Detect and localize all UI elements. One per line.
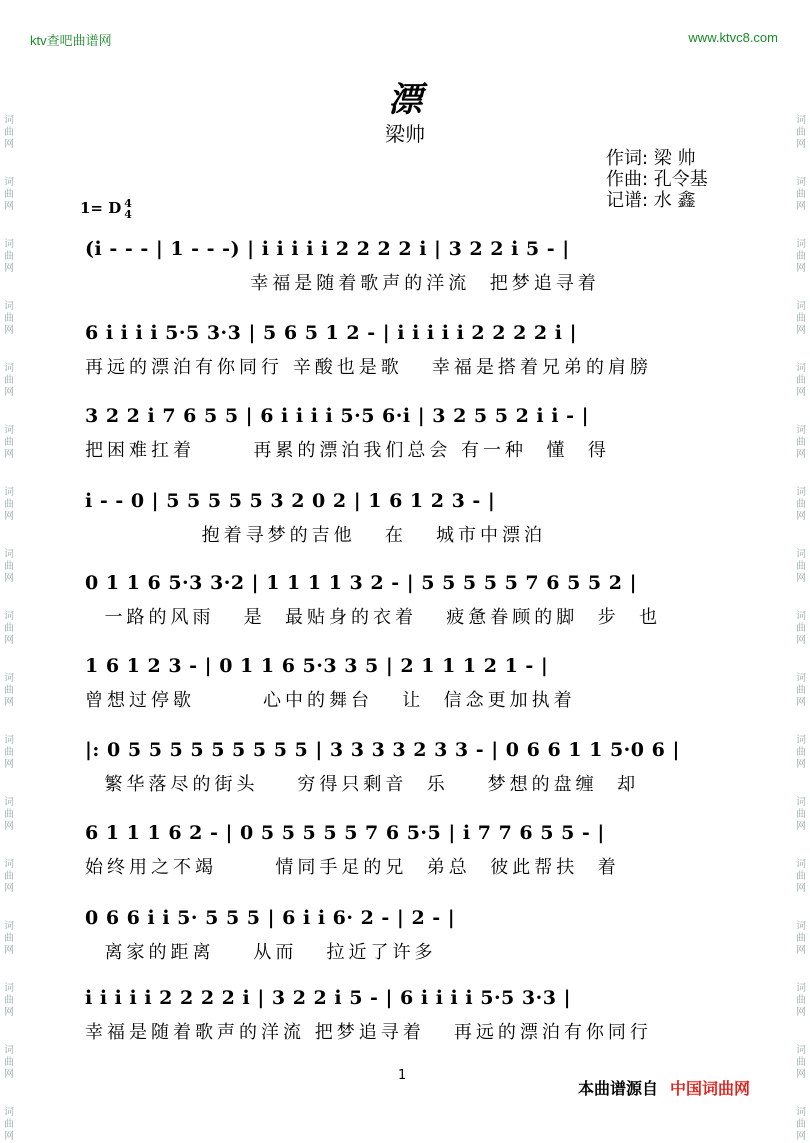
time-top: 4: [124, 197, 132, 210]
score-system: [85, 653, 735, 733]
watermark-glyphs: 词 曲 网: [4, 797, 14, 832]
footer-source-label: 本曲谱源自: [578, 1079, 659, 1098]
watermark-glyphs: 词 曲 网: [4, 859, 14, 894]
watermark-glyphs: 词 曲 网: [4, 363, 14, 398]
watermark-glyphs: 词 曲 网: [4, 549, 14, 584]
notation-line: 3 2 2 i 7 6 5 5 | 6 i i i i 5·5 6·i | 3 2 5 5 2 i i - |: [85, 405, 589, 427]
key-signature: [80, 198, 132, 220]
lyrics-line: 把困难扛着 再累的漂泊我们总会 有一种 懂 得: [85, 440, 610, 461]
score-system: [85, 403, 735, 483]
watermark-glyphs: 词 曲 网: [796, 177, 806, 212]
watermark-glyphs: 词 曲 网: [796, 487, 806, 522]
lyricist: 作词: 梁 帅: [606, 148, 696, 169]
score-system: [85, 820, 735, 900]
notation-line: |: 0 5 5 5 5 5 5 5 5 5 | 3 3 3 3 2 3 3 - | 0 6 6 1 1 5·0 6 |: [85, 739, 680, 761]
credits: [606, 148, 708, 211]
lyrics-line: 再远的漂泊有你同行 辛酸也是歌 幸福是搭着兄弟的肩膀: [85, 357, 652, 378]
time-bottom: 4: [124, 208, 132, 221]
watermark-glyphs: 词 曲 网: [4, 177, 14, 212]
watermark-glyphs: 词 曲 网: [796, 115, 806, 150]
lyrics-line: 幸福是随着歌声的洋流 把梦追寻着 再远的漂泊有你同行: [85, 1022, 652, 1043]
watermark-glyphs: 词 曲 网: [796, 611, 806, 646]
notation-line: i - - 0 | 5 5 5 5 5 3 2 0 2 | 1 6 1 2 3 - |: [85, 490, 496, 512]
composer: 作曲: 孔令基: [606, 169, 708, 190]
watermark-glyphs: 词 曲 网: [4, 487, 14, 522]
song-singer: 梁帅: [385, 122, 425, 146]
watermark-glyphs: 词 曲 网: [796, 301, 806, 336]
notation-line: i i i i i 2 2 2 2 i | 3 2 2 i 5 - | 6 i i i i 5·5 3·3 |: [85, 987, 571, 1009]
lyrics-line: 始终用之不竭 情同手足的兄 弟总 彼此帮扶 着: [85, 857, 620, 878]
watermark-glyphs: 词 曲 网: [796, 983, 806, 1018]
watermark-glyphs: 词 曲 网: [796, 425, 806, 460]
score-system: [85, 570, 735, 650]
song-title: 漂: [388, 80, 422, 120]
watermark-glyphs: 词 曲 网: [796, 921, 806, 956]
notation-line: (i - - - | 1 - - -) | i i i i i 2 2 2 2 i | 3 2 2 i 5 - |: [85, 238, 570, 260]
watermark-glyphs: 词 曲 网: [4, 921, 14, 956]
watermark-glyphs: 词 曲 网: [4, 1107, 14, 1142]
notation-line: 1 6 1 2 3 - | 0 1 1 6 5·3 3 5 | 2 1 1 1 2 1 - |: [85, 655, 549, 677]
notation-line: 6 i i i i 5·5 3·3 | 5 6 5 1 2 - | i i i i i 2 2 2 2 i |: [85, 322, 577, 344]
watermark-glyphs: 词 曲 网: [796, 239, 806, 274]
watermark-glyphs: 词 曲 网: [796, 859, 806, 894]
watermark-glyphs: 词 曲 网: [4, 735, 14, 770]
lyrics-line: 离家的距离 从而 拉近了许多: [85, 942, 437, 963]
score-system: [85, 737, 735, 817]
score-system: [85, 236, 735, 316]
left-watermark: [2, 0, 16, 1142]
lyrics-line: 曾想过停歇 心中的舞台 让 信念更加执着: [85, 690, 576, 711]
watermark-glyphs: 词 曲 网: [4, 239, 14, 274]
footer-source: [578, 1076, 750, 1099]
lyrics-line: 繁华落尽的街头 穷得只剩音 乐 梦想的盘缠 却: [85, 774, 640, 795]
score-system: [85, 985, 735, 1065]
watermark-glyphs: 词 曲 网: [4, 115, 14, 150]
watermark-glyphs: 词 曲 网: [4, 611, 14, 646]
watermark-glyphs: 词 曲 网: [796, 1107, 806, 1142]
header-right-site[interactable]: www.ktvc8.com: [688, 30, 778, 45]
lyrics-line: 抱着寻梦的吉他 在 城市中漂泊: [85, 525, 546, 546]
time-signature: [124, 198, 132, 220]
watermark-glyphs: 词 曲 网: [4, 425, 14, 460]
watermark-glyphs: 词 曲 网: [796, 735, 806, 770]
watermark-glyphs: 词 曲 网: [796, 363, 806, 398]
footer-source-name[interactable]: 中国词曲网: [670, 1079, 751, 1098]
watermark-glyphs: 词 曲 网: [796, 1045, 806, 1080]
lyrics-line: 一路的风雨 是 最贴身的衣着 疲惫眷顾的脚 步 也: [85, 607, 662, 628]
score-system: [85, 320, 735, 400]
watermark-glyphs: 词 曲 网: [796, 797, 806, 832]
score-system: [85, 905, 735, 985]
watermark-glyphs: 词 曲 网: [4, 673, 14, 708]
notation-line: 0 1 1 6 5·3 3·2 | 1 1 1 1 3 2 - | 5 5 5 5 5 7 6 5 5 2 |: [85, 572, 638, 594]
transcriber: 记谱: 水 鑫: [606, 190, 696, 211]
watermark-glyphs: 词 曲 网: [4, 301, 14, 336]
watermark-glyphs: 词 曲 网: [796, 673, 806, 708]
notation-line: 6 1 1 1 6 2 - | 0 5 5 5 5 5 7 6 5·5 | i 7 7 6 5 5 - |: [85, 822, 605, 844]
watermark-glyphs: 词 曲 网: [4, 1045, 14, 1080]
score-system: [85, 488, 735, 568]
page-number: 1: [398, 1068, 407, 1083]
notation-line: 0 6 6 i i 5· 5 5 5 | 6 i i 6· 2 - | 2 - |: [85, 907, 456, 929]
lyrics-line: 幸福是随着歌声的洋流 把梦追寻着: [85, 273, 600, 294]
right-watermark: [794, 0, 808, 1142]
header-left-site[interactable]: ktv查吧曲谱网: [30, 33, 112, 48]
key-label: 1= D: [80, 199, 122, 217]
watermark-glyphs: 词 曲 网: [796, 549, 806, 584]
watermark-glyphs: 词 曲 网: [4, 983, 14, 1018]
